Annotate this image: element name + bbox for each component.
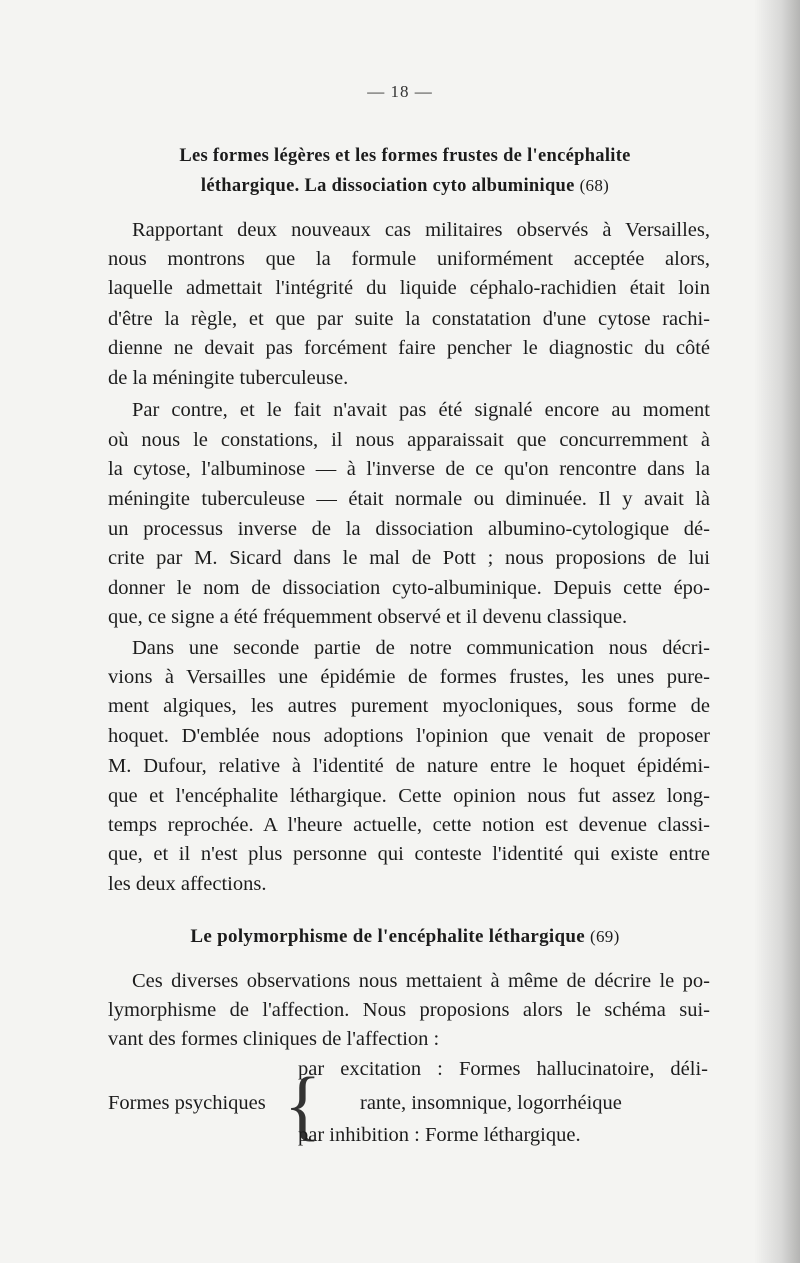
schema-option-inhibition: par inhibition : Forme léthargique. <box>298 1124 581 1146</box>
section-heading-polymorphisme <box>100 922 710 951</box>
text-line: Dans une seconde partie de notre communication nous décri- <box>132 637 710 659</box>
text-line: nous montrons que la formule uniformément acceptée alors, <box>108 248 710 270</box>
text-line: lymorphisme de l'affection. Nous proposions alors le schéma sui- <box>108 999 710 1021</box>
text-line: où nous le constations, il nous apparaissait que concurremment à <box>108 429 710 451</box>
section-heading-text: Le polymorphisme de l'encéphalite léthargique <box>190 926 585 947</box>
text-line: les deux affections. <box>108 873 267 895</box>
text-line: hoquet. D'emblée nous adoptions l'opinion que venait de proposer <box>108 725 710 747</box>
text-line: temps reprochée. A l'heure actuelle, cette notion est devenue classi- <box>108 814 710 836</box>
section-reference: (69) <box>590 927 620 946</box>
schema-option-excitation: par excitation : Formes hallucinatoire, déli- <box>298 1058 708 1080</box>
text-line: un processus inverse de la dissociation albumino-cytologique dé- <box>108 518 710 540</box>
text-line: donner le nom de dissociation cyto-albuminique. Depuis cette épo- <box>108 577 710 599</box>
text-line: que, et il n'est plus personne qui conteste l'identité qui existe entre <box>108 843 710 865</box>
text-line: crite par M. Sicard dans le mal de Pott ; nous proposions de lui <box>108 547 710 569</box>
section-heading-line-1: Les formes légères et les formes frustes de l'encéphalite <box>179 146 631 166</box>
text-line: Par contre, et le fait n'avait pas été signalé encore au moment <box>132 399 710 421</box>
text-line: Rapportant deux nouveaux cas militaires observés à Versailles, <box>132 219 710 241</box>
text-line: Ces diverses observations nous mettaient à même de décrire le po- <box>132 970 710 992</box>
section-heading-line-2 <box>100 171 710 201</box>
section-heading-line-2-text: léthargique. La dissociation cyto albuminique <box>200 176 575 196</box>
clinical-forms-schema <box>108 1058 708 1158</box>
text-line: méningite tuberculeuse — était normale ou diminuée. Il y avait là <box>108 488 710 510</box>
text-line: d'être la règle, et que par suite la constatation d'une cytose rachi- <box>108 308 710 330</box>
text-line: vant des formes cliniques de l'affection : <box>108 1028 440 1050</box>
schema-option-excitation-continued: rante, insomnique, logorrhéique <box>360 1092 622 1114</box>
text-line: ment algiques, les autres purement myocloniques, sous forme de <box>108 695 710 717</box>
text-line: dienne ne devait pas forcément faire pencher le diagnostic du côté <box>108 337 710 359</box>
curly-brace-icon: { <box>284 1061 322 1148</box>
section-reference: (68) <box>579 176 610 195</box>
text-line: vions à Versailles une épidémie de formes frustes, les unes pure- <box>108 666 710 688</box>
text-line: de la méningite tuberculeuse. <box>108 367 349 389</box>
schema-label: Formes psychiques <box>108 1092 266 1114</box>
page-binding-shadow <box>754 0 800 1263</box>
text-line: la cytose, l'albuminose — à l'inverse de ce qu'on rencontre dans la <box>108 458 710 480</box>
text-line: laquelle admettait l'intégrité du liquide céphalo-rachidien était loin <box>108 277 710 299</box>
section-heading-formes-legeres <box>100 142 710 201</box>
text-line: que, ce signe a été fréquemment observé et il devenu classique. <box>108 606 628 628</box>
text-line: M. Dufour, relative à l'identité de nature entre le hoquet épidémi- <box>108 755 710 777</box>
text-line: que et l'encéphalite léthargique. Cette opinion nous fut assez long- <box>108 785 710 807</box>
page-number: — 18 — <box>367 82 433 101</box>
